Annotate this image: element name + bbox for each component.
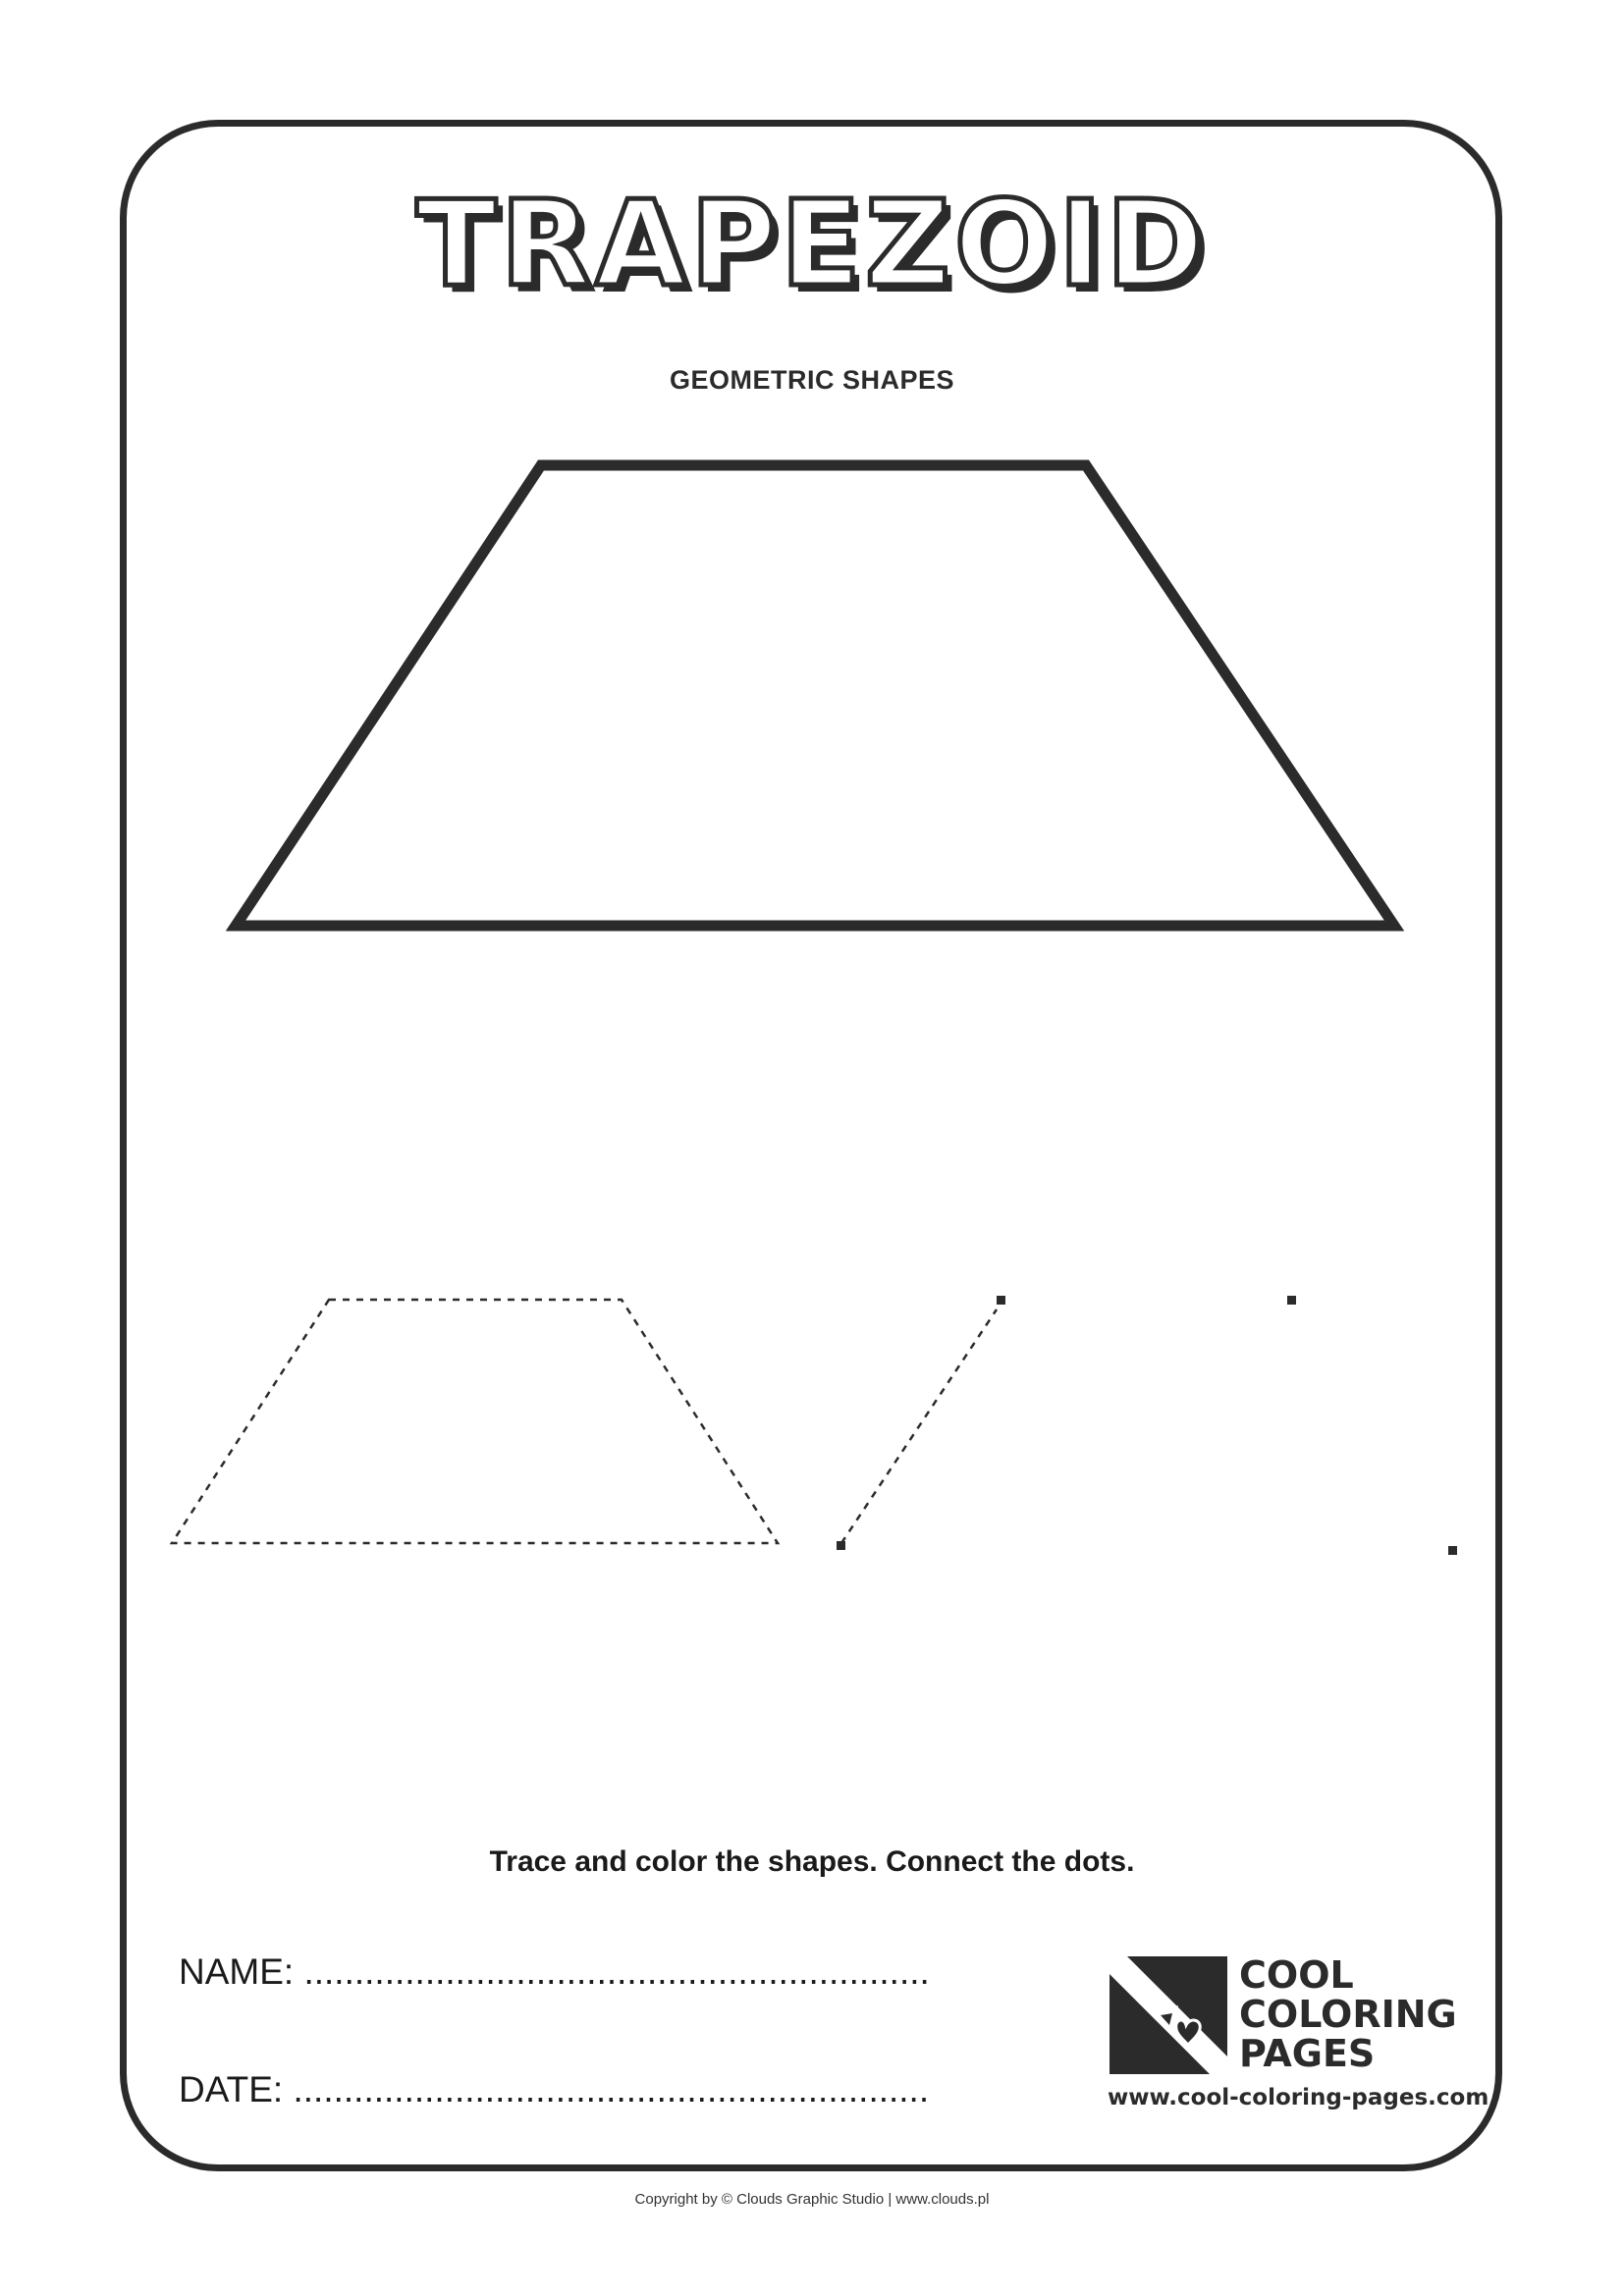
instruction-text: Trace and color the shapes. Connect the dots.: [489, 1845, 1135, 1878]
page-subtitle: GEOMETRIC SHAPES: [669, 365, 955, 395]
copyright-text: Copyright by © Clouds Graphic Studio | www.clouds.pl: [634, 2191, 990, 2208]
dot-top-left: [997, 1296, 1005, 1305]
name-field[interactable]: NAME: ..............................................................: [179, 1951, 930, 1992]
solid-trapezoid: [236, 465, 1394, 926]
dots-guide-line: [841, 1309, 997, 1543]
date-field[interactable]: DATE: ...............................................................: [179, 2069, 930, 2109]
page-title: TRAPEZOID: [415, 177, 1209, 313]
pencil-logo-icon: [1110, 1956, 1227, 2074]
logo-line-3: PAGES: [1239, 2032, 1376, 2075]
logo-url-link[interactable]: www.cool-coloring-pages.com: [1108, 2085, 1489, 2110]
logo-wordmark: [1239, 1955, 1457, 2073]
dot-bottom-left: [837, 1541, 845, 1550]
dot-top-right: [1287, 1296, 1296, 1305]
logo-line-1: COOL: [1239, 1953, 1354, 1997]
dashed-trapezoid: [172, 1300, 778, 1543]
logo-line-2: COLORING: [1239, 1993, 1457, 2036]
dot-bottom-right: [1448, 1546, 1457, 1555]
